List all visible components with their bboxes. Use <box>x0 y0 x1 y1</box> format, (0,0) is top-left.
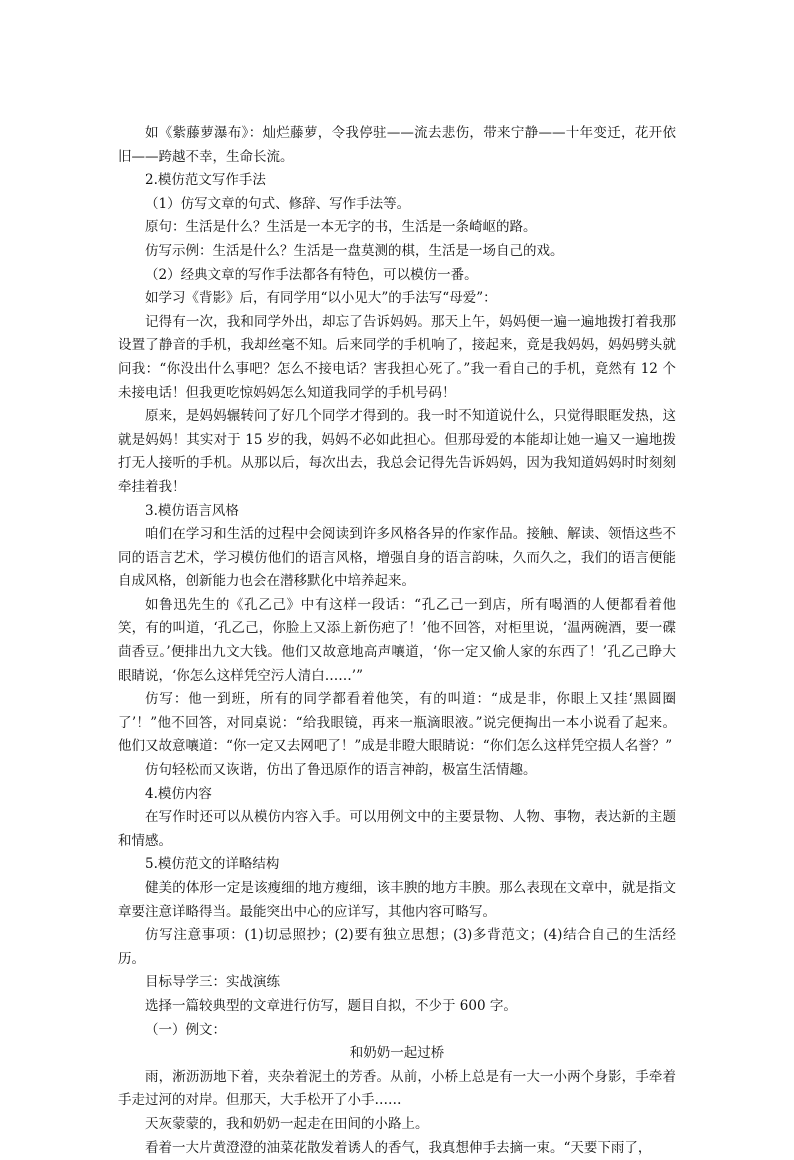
essay-title: 和奶奶一起过桥 <box>349 1045 445 1062</box>
paragraph-imitation-comment: 仿句轻松而又诙谐，仿出了鲁迅原作的语言神韵，极富生活情趣。 <box>145 762 537 779</box>
paragraph-mother-story-2: 原来，是妈妈辗转问了好几个同学才得到的。我一时不知道说什么，只觉得眼眶发热，这就是妈妈！其实对于 15 岁的我，妈妈不必如此担心。但那母爱的本能却让她一遍又一遍地拨打无人接听的手机。从那以后，每次出去，我总会记得先告诉妈妈，因为我知道妈妈时时刻刻牵挂着我！ <box>118 408 676 495</box>
paragraph-structure-detail: 健美的体形一定是该瘦细的地方瘦细，该丰腴的地方丰腴。那么表现在文章中，就是指文章要注意详略得当。最能突出中心的应详写，其他内容可略写。 <box>118 880 676 920</box>
paragraph-mother-story-1: 记得有一次，我和同学外出，却忘了告诉妈妈。那天上午，妈妈便一遍一遍地拨打着我那设置了静音的手机，我却丝毫不知。后来同学的手机响了，接起来，竟是我妈妈，妈妈劈头就问我：“你没出什么事吧？怎么不接电话？害我担心死了。”我一看自己的手机，竟然有 12 个未接电话！但我更吃惊妈妈怎么知道我同学的手机号码！ <box>118 313 676 401</box>
essay-paragraph-3: 看着一大片黄澄澄的油菜花散发着诱人的香气，我真想伸手去摘一束。“天要下雨了， <box>145 1139 652 1156</box>
heading-imitate-techniques: 2.模仿范文写作手法 <box>145 172 266 189</box>
paragraph-example-label: （一）例文： <box>145 1021 226 1038</box>
paragraph-classic-techniques: （2）经典文章的写作手法都各有特色，可以模仿一番。 <box>145 266 478 283</box>
paragraph-imitation-example: 仿写示例：生活是什么？生活是一盘莫测的棋，生活是一场自己的戏。 <box>145 242 564 259</box>
heading-imitate-style: 3.模仿语言风格 <box>145 502 239 519</box>
paragraph-practice-task: 选择一篇较典型的文章进行仿写，题目自拟，不少于 600 字。 <box>145 997 517 1014</box>
paragraph-imitation-notes: 仿写注意事项：(1)切忌照抄；(2)要有独立思想；(3)多背范文；(4)结合自己的生活经历。 <box>118 927 676 967</box>
paragraph-kongyiji-quote: 如鲁迅先生的《孔乙己》中有这样一段话：“孔乙己一到店，所有喝酒的人便都看着他笑，有的叫道，‘孔乙己，你脸上又添上新伤疤了！’他不回答，对柜里说，‘温两碗酒，要一碟茴香豆。’便排出九文大钱。他们又故意地高声嚷道，‘你一定又偷人家的东西了！’孔乙己睁大眼睛说，‘你怎么这样凭空污人清白……’” <box>118 596 676 684</box>
paragraph-beiying-intro: 如学习《背影》后，有同学用“以小见大”的手法写“母爱”： <box>145 290 497 307</box>
document-page <box>118 122 676 1160</box>
paragraph-content-imitation: 在写作时还可以从模仿内容入手。可以用例文中的主要景物、人物、事物，表达新的主题和情感。 <box>118 809 676 849</box>
essay-paragraph-1: 雨，淅沥沥地下着，夹杂着泥土的芳香。从前，小桥上总是有一大一小两个身影，手牵着手走过河的对岸。但那天，大手松开了小手…… <box>118 1068 676 1109</box>
heading-imitate-structure: 5.模仿范文的详略结构 <box>145 856 280 873</box>
paragraph-language-style: 咱们在学习和生活的过程中会阅读到许多风格各异的作家作品。接触、解读、领悟这些不同的语言艺术，学习模仿他们的语言风格，增强自身的语言韵味，久而久之，我们的语言便能自成风格，创新能力也会在潜移默化中培养起来。 <box>118 526 676 590</box>
paragraph-kongyiji-imitation: 仿写：他一到班，所有的同学都看着他笑，有的叫道：“成是非，你眼上又挂‘黑圆圈了’！”他不回答，对同桌说：“给我眼镜，再来一瓶滴眼液。”说完便掏出一本小说看了起来。他们又故意嚷道：“你一定又去网吧了！”成是非瞪大眼睛说：“你们怎么这样凭空损人名誉？” <box>118 691 676 755</box>
essay-paragraph-2: 天灰蒙蒙的，我和奶奶一起走在田间的小路上。 <box>145 1115 429 1132</box>
paragraph-sentence-imitation: （1）仿写文章的句式、修辞、写作手法等。 <box>145 195 411 212</box>
heading-imitate-content: 4.模仿内容 <box>145 785 212 802</box>
paragraph-zitengluo-example: 如《紫藤萝瀑布》：灿烂藤萝，令我停驻——流去悲伤，带来宁静——十年变迁，花开依旧——跨越不幸，生命长流。 <box>118 125 676 165</box>
paragraph-original-sentence: 原句：生活是什么？生活是一本无字的书，生活是一条崎岖的路。 <box>145 219 537 236</box>
heading-practice: 目标导学三：实战演练 <box>145 974 280 991</box>
